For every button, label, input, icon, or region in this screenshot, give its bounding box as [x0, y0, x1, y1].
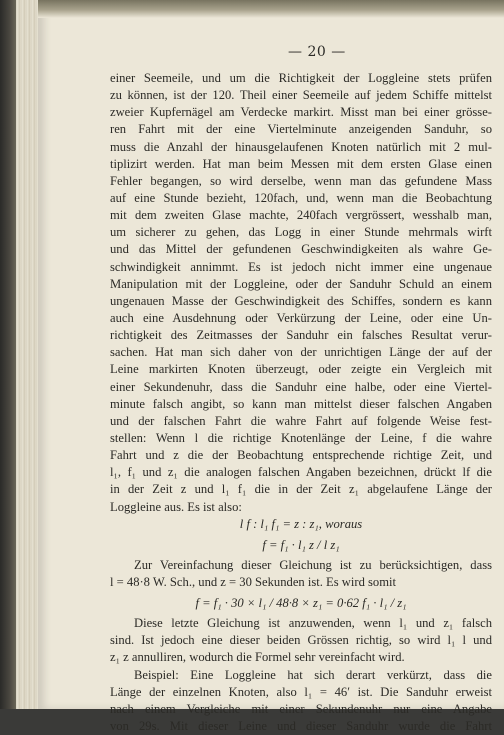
text-line: und der falschen Fahrt die wahre Fahrt auf folgende Weise fest- — [110, 413, 492, 428]
body-text — [110, 70, 492, 735]
formula-speed: f = f₁ · l₁ z / l z₁ — [262, 537, 340, 552]
text-line: ren Fahrt mit der eine Viertelminute anzeigenden Sanduhr, so — [110, 122, 492, 137]
text-line: tiplizirt werden. Hat man beim Messen mit dem ersten Glase einen — [110, 156, 492, 171]
text-line: sind. Ist jedoch eine dieser beiden Grössen richtig, so wird l₁ l und — [110, 633, 492, 648]
text-line: Beispiel: Eine Loggleine hat sich derart verkürzt, dass die — [134, 667, 492, 682]
text-line: in der Zeit z und l₁ f₁ die in der Zeit z₁ abgelaufene Länge der — [110, 482, 492, 497]
text-line: Manipulation mit der Loggleine, oder der Sanduhr Schuld an einem — [110, 276, 492, 291]
text-line: Zur Vereinfachung dieser Gleichung ist zu berücksichtigen, dass — [134, 557, 492, 572]
page-number: — 20 — — [288, 44, 346, 60]
text-line: nach einem Vergleiche mit einer Sekundenuhr nur eine Angabe — [110, 701, 492, 716]
text-line: ungenauen Masse der Geschwindigkeit des Schiffes, sondern es kann — [110, 293, 492, 308]
page-stack-edge — [16, 0, 38, 709]
text-line: minute falsch angibt, so kann man mittelst dieser falschen Angaben — [110, 396, 492, 411]
text-line: stellen: Wenn l die richtige Knotenlänge der Leine, f die wahre — [110, 430, 492, 445]
text-line: z₁ z annulliren, wodurch die Formel sehr vereinfacht wird. — [110, 650, 405, 665]
text-line: von 29s. Mit dieser Leine und dieser Sanduhr wurde die Fahrt — [110, 718, 492, 733]
text-line: schwindigkeit annimmt. Es ist jedoch nicht immer eine ungenaue — [110, 259, 492, 274]
text-line: Diese letzte Gleichung ist anzuwenden, wenn l₁ und z₁ falsch — [134, 616, 492, 631]
text-line: zweier Kupfernägel am Verdecke markirt. Misst man bei einer grösse- — [110, 105, 492, 120]
text-line: l₁, f₁ und z₁ die analogen falschen Angaben bezeichnen, drückt lf die — [110, 465, 492, 480]
text-line: auf eine Stunde bezieht, 120fach, und, wenn man die Beobachtung — [110, 190, 492, 205]
text-line: sachen. Hat man sich daher von der unrichtigen Länge der auf der — [110, 345, 492, 360]
formula-proportion: l f : l₁ f₁ = z : z₁, woraus — [239, 516, 363, 531]
text-line: muss die Anzahl der hinausgelaufenen Knoten natürlich mit 2 mul- — [110, 139, 492, 154]
text-line: einer Sekundenuhr, dass die Sanduhr eine halbe, oder eine Viertel- — [110, 379, 492, 394]
formula-simplified: f = f₁ · 30 × l₁ / 48·8 × z₁ = 0·62 f₁ · l₁ / z₁ — [195, 596, 407, 611]
text-line: auch eine Ausdehnung oder Verkürzung der Leine, oder eine Un- — [110, 310, 492, 325]
page-top-edge — [38, 0, 504, 18]
text-line: zu können, ist der 120. Theil einer Seemeile auf jedem Schiffe mittelst — [110, 88, 492, 103]
text-line: Fehler begangen, so wird derselbe, wenn man das gefundene Mass — [110, 173, 492, 188]
text-line: Loggleine aus. Es ist also: — [110, 499, 242, 514]
text-line: Fahrt und z die der Beobachtung entsprechende richtige Zeit, und — [110, 448, 492, 463]
text-line: l = 48·8 W. Sch., und z = 30 Sekunden ist. Es wird somit — [110, 574, 397, 589]
text-line: und das Mittel der gefundenen Geschwindigkeiten als wahre Ge- — [110, 242, 492, 257]
text-line: um sicherer zu gehen, das Logg in einer Stunde mehrmals wirft — [110, 225, 492, 240]
text-line: mit dem zweiten Glase machte, 240fach vergrössert, wesshalb man, — [110, 208, 492, 223]
book-binding — [0, 0, 16, 709]
text-line: Länge der einzelnen Knoten, also l₁ = 46′ ist. Die Sanduhr erweist — [110, 684, 492, 699]
text-line: Leine markirten Knoten überzeugt, oder zeigte ein Vergleich mit — [110, 362, 492, 377]
text-line: richtigkeit des Zeitmasses der Sanduhr ein falsches Resultat verur- — [110, 328, 492, 343]
text-line: einer Seemeile, und um die Richtigkeit der Loggleine stets prüfen — [110, 71, 492, 85]
